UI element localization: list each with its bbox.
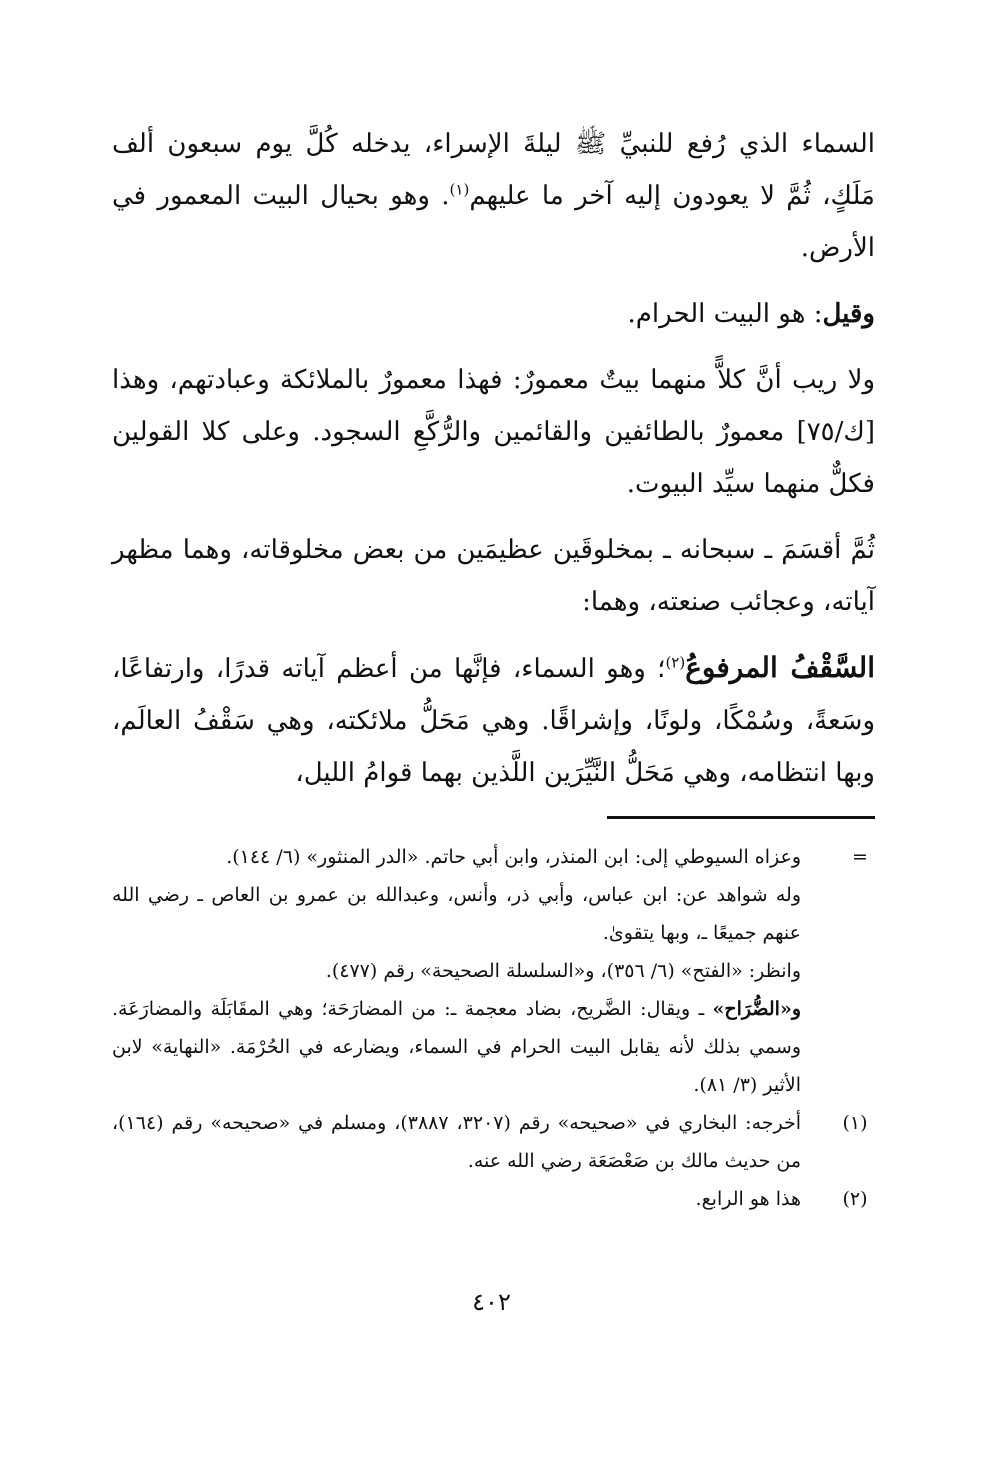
- footnote-1: [112, 1104, 875, 1180]
- footnotes: [112, 838, 875, 1218]
- footnote-continuation-4-text: ـ ويقال: الضَّريح، بضاد معجمة ـ: من المضارَحَة؛ وهي المقَابَلَة والمضارَعَة. وسمي بذلك لأنه يقابل البيت الحرام في السماء، ويضارعه في الحُرْمَة. «النهاية» لابن الأثير (٣/ ٨١).: [112, 998, 801, 1096]
- paragraph-4: ثُمَّ أقسَمَ ـ سبحانه ـ بمخلوقَين عظيمَين من بعض مخلوقاته، وهما مظهر آياته، وعجائب صنعته، وهما:: [112, 535, 875, 617]
- continuation-mark: =: [852, 846, 868, 868]
- footnote-1-text: أخرجه: البخاري في «صحيحه» رقم (٣٢٠٧، ٣٨٨٧)، ومسلم في «صحيحه» رقم (١٦٤)، من حديث مالك بن صَعْصَعَة رضي الله عنه.: [112, 1112, 802, 1172]
- page-number: ٤٠٢: [472, 1288, 511, 1316]
- footnote-continuation-1: [112, 838, 875, 876]
- footnote-2-text: هذا هو الرابع.: [695, 1188, 801, 1210]
- footnote-continuation-1-text: وعزاه السيوطي إلى: ابن المنذر، وابن أبي حاتم. «الدر المنثور» (٦/ ١٤٤).: [226, 846, 801, 868]
- paragraph-2-lead: وقيل: [822, 299, 875, 329]
- paragraph-1-text: السماء الذي رُفع للنبيِّ ﷺ ليلةَ الإسراء، يدخله كُلَّ يوم سبعون ألف مَلَكٍ، ثُمَّ لا يعودون إليه آخر ما عليهم: [112, 129, 875, 211]
- main-text: [112, 118, 875, 813]
- footnote-ref-1: (١): [449, 180, 470, 199]
- footnote-continuation-3: وانظر: «الفتح» (٦/ ٣٥٦)، و«السلسلة الصحيحة» رقم (٤٧٧).: [325, 960, 801, 982]
- paragraph-1-tail: . وهو بحيال البيت المعمور في الأرض.: [112, 181, 875, 263]
- paragraph-3: ولا ريب أنَّ كلاًّ منهما بيتٌ معمورٌ: فهذا معمورٌ بالملائكة وعبادتهم، وهذا [ك/٧٥] معمورٌ بالطائفين والقائمين والرُّكَّعِ السجود. وعلى كلا القولين فكلٌّ منهما سيِّد البيوت.: [112, 365, 875, 499]
- footnote-continuation-4-lead: و«الضُّرَاح»: [712, 998, 801, 1020]
- paragraph-5: [112, 642, 875, 799]
- footnote-2: [112, 1180, 875, 1218]
- footnote-1-number: (١): [842, 1112, 868, 1134]
- footnote-separator: [607, 816, 875, 819]
- footnote-continuation-2: وله شواهد عن: ابن عباس، وأبي ذر، وأنس، وعبدالله بن عمرو بن العاص ـ رضي الله عنهم جميعًا ـ، وبها يتقوىٰ.: [112, 884, 801, 944]
- paragraph-2: [112, 288, 875, 340]
- footnote-2-number: (٢): [842, 1188, 868, 1210]
- paragraph-2-text: : هو البيت الحرام.: [627, 299, 823, 329]
- footnote-ref-2: (٢): [665, 653, 686, 672]
- footnote-continuation-4: [112, 990, 875, 1104]
- paragraph-5-text: ؛ وهو السماء، فإنَّها من أعظم آياته قدرًا، وارتفاعًا، وسَعةً، وسُمْكًا، ولونًا، وإشراقًا. وهي مَحَلُّ ملائكته، وهي سَقْفُ العالَم، وبها انتظامه، وهي مَحَلُّ النَّيِّرَين اللَّذين بهما قوامُ الليل،: [112, 654, 875, 788]
- paragraph-5-term: السَّقْفُ المرفوعُ: [685, 651, 875, 684]
- paragraph-1: [112, 118, 875, 274]
